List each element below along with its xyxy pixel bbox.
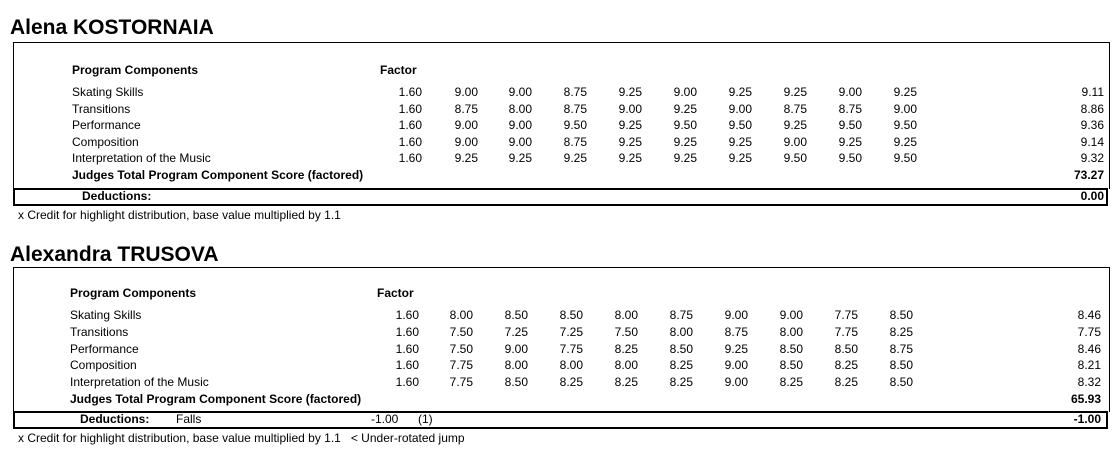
skater-name: Alexandra TRUSOVA (10, 243, 219, 266)
judge-score: 8.50 (779, 358, 803, 373)
judge-score: 8.25 (614, 375, 638, 390)
judge-score: 8.25 (834, 358, 858, 373)
total-pcs-label: Judges Total Program Component Score (factored) (70, 392, 362, 406)
component-factor: 1.60 (395, 375, 419, 390)
judge-score: 9.50 (838, 151, 862, 166)
judge-score: 9.25 (618, 134, 642, 149)
judge-score: 9.00 (893, 101, 917, 116)
judge-score: 9.00 (838, 85, 862, 99)
component-total: 7.75 (1077, 324, 1101, 339)
total-pcs-value: 65.93 (1070, 392, 1101, 406)
judge-score: 7.75 (834, 308, 858, 322)
component-name: Skating Skills (70, 308, 142, 322)
component-total: 9.14 (1080, 134, 1104, 149)
component-name: Interpretation of the Music (70, 375, 209, 390)
judge-score: 9.25 (838, 134, 862, 149)
judge-score: 9.25 (673, 151, 697, 166)
component-factor: 1.60 (395, 341, 419, 356)
judge-score: 7.75 (449, 358, 473, 373)
judge-score: 9.00 (618, 101, 642, 116)
judge-score: 9.00 (673, 85, 697, 99)
judge-score: 9.00 (724, 308, 748, 322)
judge-score: 9.00 (508, 118, 532, 133)
component-total: 8.21 (1077, 358, 1101, 373)
judge-score: 9.25 (454, 151, 478, 166)
component-factor: 1.60 (398, 151, 422, 166)
factor-header: Factor (380, 63, 417, 77)
judge-score: 9.25 (783, 85, 807, 99)
judge-score: 8.25 (779, 375, 803, 390)
component-factor: 1.60 (398, 101, 422, 116)
judge-score: 8.00 (614, 358, 638, 373)
judge-score: 7.50 (449, 341, 473, 356)
judge-score: 7.50 (449, 324, 473, 339)
component-factor: 1.60 (395, 308, 419, 322)
judge-score: 8.00 (449, 308, 473, 322)
judge-score: 9.25 (893, 134, 917, 149)
component-factor: 1.60 (395, 358, 419, 373)
footnote: x Credit for highlight distribution, base value multiplied by 1.1 < Under-rotated jump (18, 431, 465, 445)
judge-score: 8.75 (838, 101, 862, 116)
judge-score: 9.50 (673, 118, 697, 133)
judge-score: 9.25 (618, 118, 642, 133)
component-name: Performance (70, 341, 139, 356)
judge-score: 7.75 (449, 375, 473, 390)
judge-score: 9.00 (779, 308, 803, 322)
judge-score: 8.50 (669, 341, 693, 356)
deductions-label: Deductions: (80, 412, 150, 426)
footnote: x Credit for highlight distribution, base value multiplied by 1.1 (18, 208, 341, 222)
component-factor: 1.60 (395, 324, 419, 339)
deduction-value: -1.00 (371, 412, 399, 426)
judge-score: 8.25 (669, 375, 693, 390)
judge-score: 9.50 (893, 151, 917, 166)
judge-score: 7.25 (504, 324, 528, 339)
judge-score: 9.25 (724, 341, 748, 356)
judge-score: 9.50 (728, 118, 752, 133)
judge-score: 8.00 (508, 101, 532, 116)
judge-score: 8.50 (504, 375, 528, 390)
deductions-label: Deductions: (82, 189, 152, 203)
judge-score: 9.00 (783, 134, 807, 149)
judge-score: 8.75 (454, 101, 478, 116)
judge-score: 9.50 (893, 118, 917, 133)
program-components-header: Program Components (72, 63, 199, 77)
judge-score: 9.50 (838, 118, 862, 133)
judge-score: 9.00 (508, 134, 532, 149)
component-factor: 1.60 (398, 134, 422, 149)
judge-score: 8.75 (669, 308, 693, 322)
judge-score: 9.25 (618, 151, 642, 166)
judge-score: 9.00 (454, 134, 478, 149)
factor-header: Factor (377, 286, 414, 300)
component-name: Composition (70, 358, 137, 373)
component-factor: 1.60 (398, 85, 422, 99)
judge-score: 8.50 (834, 341, 858, 356)
judge-score: 8.50 (779, 341, 803, 356)
judge-score: 8.50 (889, 358, 913, 373)
judge-score: 7.75 (559, 341, 583, 356)
component-total: 9.32 (1080, 151, 1104, 166)
deductions-total: -1.00 (1073, 412, 1101, 426)
component-total: 8.46 (1077, 341, 1101, 356)
component-name: Composition (72, 134, 139, 149)
judge-score: 9.00 (454, 118, 478, 133)
judge-score: 8.50 (559, 308, 583, 322)
judge-score: 8.25 (889, 324, 913, 339)
judge-score: 8.75 (783, 101, 807, 116)
judge-score: 9.00 (724, 375, 748, 390)
judge-score: 8.25 (834, 375, 858, 390)
component-name: Transitions (70, 324, 129, 339)
judge-score: 7.50 (614, 324, 638, 339)
program-components-header: Program Components (70, 286, 197, 300)
judge-score: 8.50 (889, 308, 913, 322)
judge-score: 8.50 (504, 308, 528, 322)
component-name: Performance (72, 118, 141, 133)
judge-score: 8.25 (559, 375, 583, 390)
deductions-box (13, 188, 1108, 206)
judge-score: 8.25 (614, 341, 638, 356)
skater-name: Alena KOSTORNAIA (10, 16, 214, 39)
judge-score: 8.00 (779, 324, 803, 339)
judge-score: 7.25 (559, 324, 583, 339)
judge-score: 8.50 (889, 375, 913, 390)
judge-score: 9.00 (728, 101, 752, 116)
judge-score: 8.75 (563, 134, 587, 149)
judge-score: 8.00 (669, 324, 693, 339)
deduction-type: Falls (176, 412, 202, 426)
judge-score: 9.25 (673, 101, 697, 116)
judge-score: 7.75 (834, 324, 858, 339)
judge-score: 9.25 (893, 85, 917, 99)
judge-score: 9.25 (618, 85, 642, 99)
total-pcs-label: Judges Total Program Component Score (factored) (72, 168, 364, 182)
judge-score: 8.75 (889, 341, 913, 356)
judge-score: 8.75 (563, 101, 587, 116)
component-total: 8.32 (1077, 375, 1101, 390)
judge-score: 9.00 (454, 85, 478, 99)
judge-score: 9.25 (728, 151, 752, 166)
judge-score: 9.25 (508, 151, 532, 166)
judge-score: 9.25 (728, 85, 752, 99)
judge-score: 9.50 (563, 118, 587, 133)
judge-score: 8.25 (669, 358, 693, 373)
judge-score: 8.00 (614, 308, 638, 322)
judge-score: 9.25 (728, 134, 752, 149)
judge-score: 9.25 (783, 118, 807, 133)
component-name: Interpretation of the Music (72, 151, 211, 166)
judge-score: 9.00 (508, 85, 532, 99)
component-total: 8.46 (1077, 308, 1101, 322)
component-total: 8.86 (1080, 101, 1104, 116)
component-name: Transitions (72, 101, 131, 116)
judge-score: 8.75 (563, 85, 587, 99)
judge-score: 8.75 (724, 324, 748, 339)
component-total: 9.36 (1080, 118, 1104, 133)
judge-score: 9.25 (673, 134, 697, 149)
component-total: 9.11 (1081, 85, 1104, 99)
judge-score: 9.00 (724, 358, 748, 373)
judge-score: 8.00 (559, 358, 583, 373)
total-pcs-value: 73.27 (1073, 168, 1104, 182)
component-name: Skating Skills (72, 85, 144, 99)
judge-score: 9.00 (504, 341, 528, 356)
judge-score: 8.00 (504, 358, 528, 373)
judge-score: 9.25 (563, 151, 587, 166)
judge-score: 9.50 (783, 151, 807, 166)
deduction-count: (1) (418, 412, 433, 426)
component-factor: 1.60 (398, 118, 422, 133)
deductions-total: 0.00 (1080, 189, 1104, 203)
